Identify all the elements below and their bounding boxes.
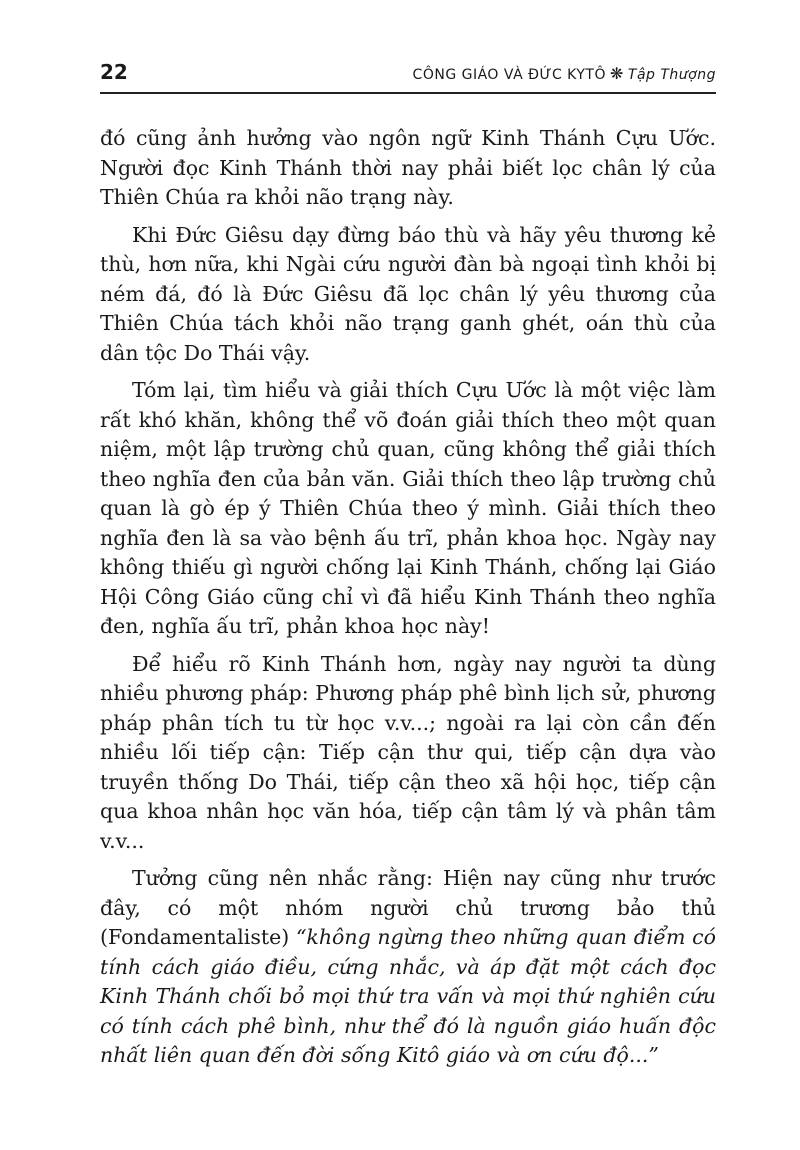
book-title: [413, 64, 716, 83]
paragraph: [100, 650, 716, 857]
paragraph: [100, 864, 716, 1071]
page-number: 22: [100, 60, 128, 84]
book-page: [100, 60, 716, 1079]
paragraph-continuation: [100, 124, 716, 213]
paragraph: [100, 376, 716, 642]
running-head: [100, 60, 716, 94]
italic-quotation: “không ngừng theo những quan điểm có tính cách giáo điều, cứng nhắc, và áp đặt một cách đọc Kinh Thánh chối bỏ mọi thứ tra vấn và mọi thứ nghiên cứu có tính cách phê bình, như thể đó là nguồn giáo huấn độc nhất liên quan đến đời sống Kitô giáo và ơn cứu độ...”: [100, 925, 716, 1067]
paragraph: [100, 221, 716, 369]
paragraph-text: Khi Đức Giêsu dạy đừng báo thù và hãy yêu thương kẻ thù, hơn nữa, khi Ngài cứu người đàn bà ngoại tình khỏi bị ném đá, đó là Đức Giêsu đã lọc chân lý yêu thương của Thiên Chúa tách khỏi não trạng ganh ghét, oán thù của dân tộc Do Thái vậy.: [100, 222, 716, 365]
paragraph-text: Để hiểu rõ Kinh Thánh hơn, ngày nay người ta dùng nhiều phương pháp: Phương pháp phê bình lịch sử, phương pháp phân tích tu từ học v.v...; ngoài ra lại còn cần đến nhiều lối tiếp cận: Tiếp cận thư qui, tiếp cận dựa vào truyền thống Do Thái, tiếp cận theo xã hội học, tiếp cận qua khoa nhân học văn hóa, tiếp cận tâm lý và phân tâm v.v...: [100, 651, 716, 853]
paragraph-text: Tóm lại, tìm hiểu và giải thích Cựu Ước là một việc làm rất khó khăn, không thể võ đoán giải thích theo một quan niệm, một lập trường chủ quan, cũng không thể giải thích theo nghĩa đen của bản văn. Giải thích theo lập trường chủ quan là gò ép ý Thiên Chúa theo ý mình. Giải thích theo nghĩa đen là sa vào bệnh ấu trĩ, phản khoa học. Ngày nay không thiếu gì người chống lại Kinh Thánh, chống lại Giáo Hội Công Giáo cũng chỉ vì đã hiểu Kinh Thánh theo nghĩa đen, nghĩa ấu trĩ, phản khoa học này!: [100, 378, 716, 638]
asterisk-ornament-icon: ❋: [610, 64, 624, 83]
volume-label: Tập Thượng: [627, 67, 716, 83]
paragraph-text: đó cũng ảnh hưởng vào ngôn ngữ Kinh Thánh Cựu Ước. Người đọc Kinh Thánh thời nay phải biết lọc chân lý của Thiên Chúa ra khỏi não trạng này.: [100, 126, 716, 209]
book-title-text: CÔNG GIÁO VÀ ĐỨC KYTÔ: [412, 67, 606, 83]
body-text: [100, 124, 716, 1071]
paragraph-text: Tưởng cũng nên nhắc rằng: Hiện nay cũng như trước đây, có một nhóm người chủ trương bảo thủ (Fondamentaliste): [100, 866, 716, 949]
